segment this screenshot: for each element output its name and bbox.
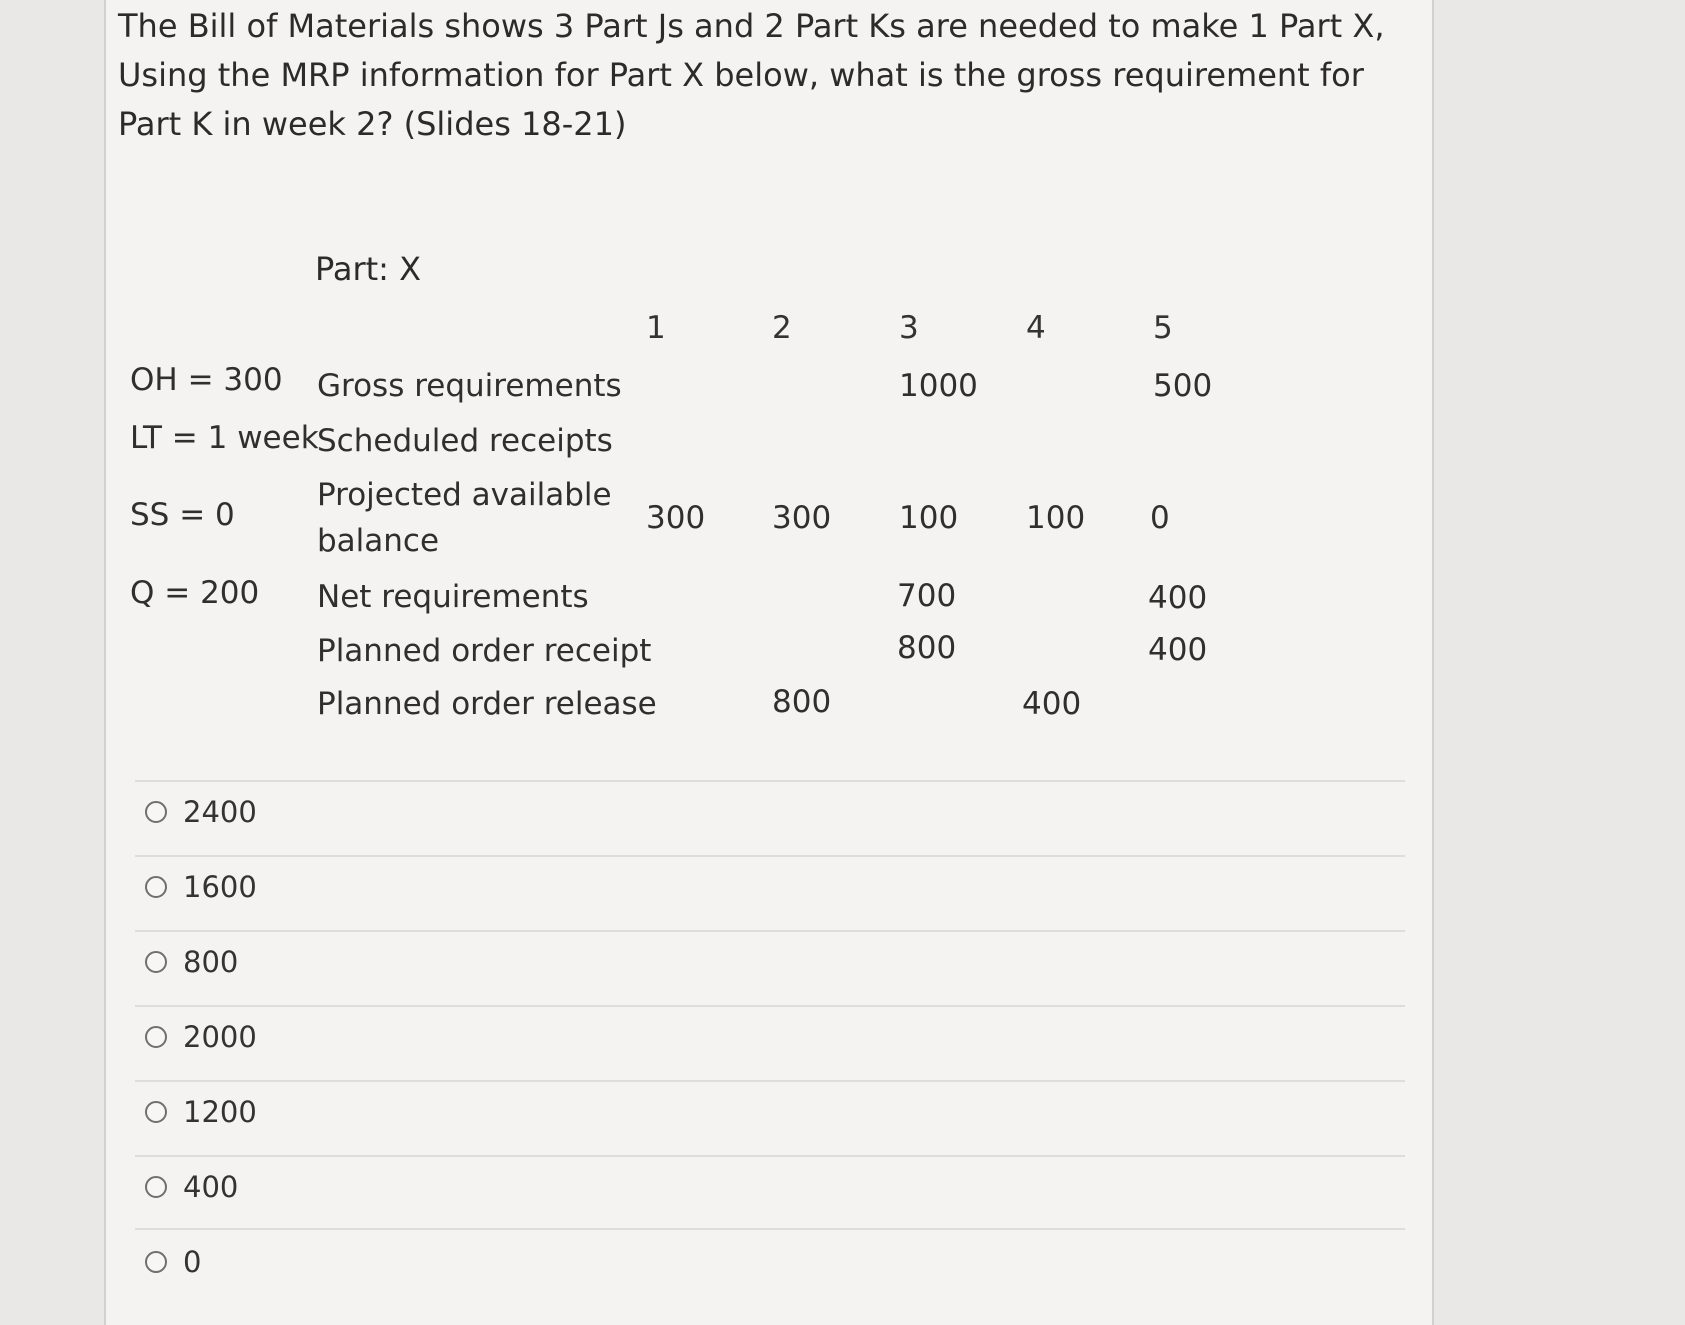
- week-header-4: 4: [1026, 310, 1046, 346]
- answer-option[interactable]: [145, 1017, 257, 1057]
- row-label-net: Net requirements: [317, 579, 589, 615]
- radio-button[interactable]: [145, 1251, 167, 1273]
- row-label-projected-line2: balance: [317, 523, 440, 559]
- receipt-week-3: 800: [897, 630, 957, 666]
- divider: [135, 930, 1405, 932]
- projected-week-1: 300: [646, 500, 706, 536]
- answer-option-label: 0: [183, 1245, 202, 1279]
- week-header-5: 5: [1153, 310, 1173, 346]
- projected-week-4: 100: [1026, 500, 1086, 536]
- divider: [135, 855, 1405, 857]
- divider: [135, 1228, 1405, 1230]
- net-week-3: 700: [897, 578, 957, 614]
- week-header-1: 1: [646, 310, 666, 346]
- answer-option[interactable]: [145, 1167, 238, 1207]
- radio-button[interactable]: [145, 1026, 167, 1048]
- receipt-week-5: 400: [1148, 632, 1208, 668]
- divider: [135, 780, 1405, 782]
- divider: [135, 1005, 1405, 1007]
- gross-week-3: 1000: [899, 368, 978, 404]
- release-week-4: 400: [1022, 686, 1082, 722]
- week-header-3: 3: [899, 310, 919, 346]
- radio-button[interactable]: [145, 876, 167, 898]
- divider: [135, 1155, 1405, 1157]
- row-label-release: Planned order release: [317, 686, 657, 722]
- answer-option[interactable]: [145, 1242, 201, 1282]
- answer-option-label: 2000: [183, 1020, 257, 1054]
- order-quantity-param: Q = 200: [130, 575, 260, 611]
- projected-week-3: 100: [899, 500, 959, 536]
- projected-week-2: 300: [772, 500, 832, 536]
- answer-option-label: 400: [183, 1170, 239, 1204]
- answer-option[interactable]: [145, 942, 238, 982]
- projected-week-5: 0: [1150, 500, 1170, 536]
- radio-button[interactable]: [145, 951, 167, 973]
- week-header-2: 2: [772, 310, 792, 346]
- row-label-receipt: Planned order receipt: [317, 633, 652, 669]
- answer-option-label: 2400: [183, 795, 257, 829]
- answer-option-label: 800: [183, 945, 239, 979]
- question-panel: [104, 0, 1434, 1325]
- divider: [135, 1080, 1405, 1082]
- net-week-5: 400: [1148, 580, 1208, 616]
- gross-week-5: 500: [1153, 368, 1213, 404]
- question-text: The Bill of Materials shows 3 Part Js and 2 Part Ks are needed to make 1 Part X, Using the MRP information for Part X below, what is the gross requirement for Part K in week 2? (Slides 18-21): [118, 7, 1385, 143]
- row-label-scheduled: Scheduled receipts: [317, 423, 613, 459]
- row-label-projected: Projected available: [317, 477, 612, 513]
- radio-button[interactable]: [145, 1101, 167, 1123]
- answer-option[interactable]: [145, 867, 257, 907]
- radio-button[interactable]: [145, 801, 167, 823]
- answer-option[interactable]: [145, 1092, 257, 1132]
- on-hand-param: OH = 300: [130, 362, 283, 398]
- answer-option-label: 1200: [183, 1095, 257, 1129]
- answer-option-label: 1600: [183, 870, 257, 904]
- row-label-gross: Gross requirements: [317, 368, 622, 404]
- safety-stock-param: SS = 0: [130, 497, 235, 533]
- release-week-2: 800: [772, 684, 832, 720]
- answer-option[interactable]: [145, 792, 257, 832]
- part-title: Part: X: [315, 250, 422, 288]
- radio-button[interactable]: [145, 1176, 167, 1198]
- lead-time-param: LT = 1 week: [130, 420, 319, 456]
